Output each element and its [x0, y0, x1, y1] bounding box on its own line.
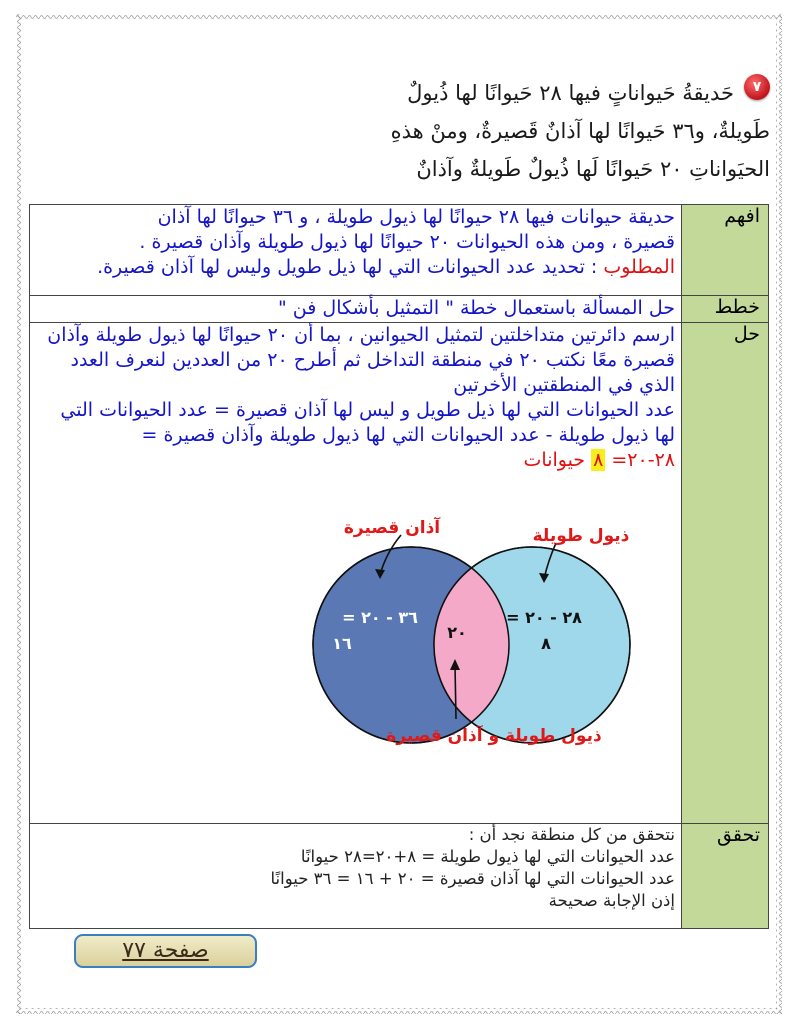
- solve-result: [36, 448, 675, 473]
- understand-required: [36, 255, 675, 280]
- required-label: المطلوب: [603, 256, 675, 278]
- check-row: [30, 824, 769, 929]
- page-number-text: صفحة ٧٧: [122, 938, 209, 963]
- venn-left-value: ١٦: [332, 634, 352, 653]
- venn-label-short-ears: آذان قصيرة: [343, 518, 441, 538]
- venn-center-value: ٢٠: [447, 623, 467, 642]
- check-line-4: إذن الإجابة صحيحة: [548, 891, 675, 910]
- result-unit: حيوانات: [523, 449, 586, 471]
- plan-label: خطط: [682, 296, 769, 323]
- solve-paragraph-2: عدد الحيوانات التي لها ذيل طويل و ليس لها آذان قصيرة = عدد الحيوانات التي لها ذيول طويلة - عدد الحيوانات التي لها ذيول طويلة وآذان قصيرة =: [60, 399, 675, 446]
- venn-right-value: ٨: [541, 634, 551, 653]
- result-expression: ٢٨-٢٠=: [611, 449, 675, 471]
- venn-label-long-tails: ذيول طويلة: [532, 526, 630, 546]
- problem-line-2: طَويلةٌ، و٣٦ حَيوانًا لها آذانٌ قَصيرةٌ، ومنْ هذهِ: [390, 119, 770, 143]
- problem-statement: [300, 74, 770, 188]
- page-number-label: [74, 934, 257, 968]
- check-line-3: عدد الحيوانات التي لها آذان قصيرة = ٢٠ + ١٦ = ٣٦ حيوانًا: [270, 869, 675, 888]
- required-text: : تحديد عدد الحيوانات التي لها ذيل طويل وليس لها آذان قصيرة.: [97, 256, 598, 278]
- plan-row: [30, 296, 769, 323]
- understand-line-1: حديقة حيوانات فيها ٢٨ حيوانًا لها ذيول طويلة ، و ٣٦ حيوانًا لها آذان: [157, 206, 675, 228]
- solve-body: [30, 323, 682, 824]
- check-line-2: عدد الحيوانات التي لها ذيول طويلة = ٨+٢٠=٢٨ حيوانًا: [300, 847, 675, 866]
- result-value: ٨: [593, 449, 604, 471]
- solve-row: [30, 323, 769, 824]
- solve-label: حل: [682, 323, 769, 824]
- venn-right-expression: ٢٨ - ٢٠ =: [506, 608, 582, 627]
- venn-diagram: [36, 513, 675, 823]
- venn-label-both: ذيول طويلة و آذان قصيرة: [386, 726, 602, 746]
- problem-line-1: حَديقةُ حَيواناتٍ فيها ٢٨ حَيوانًا لها ذُيولٌ: [407, 81, 734, 105]
- understand-body: [30, 205, 682, 296]
- check-label: تحقق: [682, 824, 769, 929]
- check-body: [30, 824, 682, 929]
- question-number-badge: ٧: [744, 74, 770, 100]
- understand-label: افهم: [682, 205, 769, 296]
- plan-text: حل المسألة باستعمال خطة " التمثيل بأشكال فن ": [30, 296, 682, 323]
- understand-row: [30, 205, 769, 296]
- check-line-1: نتحقق من كل منطقة نجد أن :: [468, 825, 675, 844]
- problem-line-3: الحيَواناتِ ٢٠ حَيوانًا لَها ذُيولٌ طَويلةٌ وآذانٌ: [416, 157, 770, 181]
- understand-line-2: قصيرة ، ومن هذه الحيوانات ٢٠ حيوانًا لها ذيول طويلة وآذان قصيرة .: [139, 231, 675, 253]
- venn-left-expression: ٣٦ - ٢٠ =: [342, 608, 418, 627]
- solve-paragraph-1: ارسم دائرتين متداخلتين لتمثيل الحيوانين ، بما أن ٢٠ حيوانًا لها ذيول طويلة وآذان قصيرة معًا نكتب ٢٠ في منطقة التداخل ثم أطرح ٢٠ من العددين لنعرف العدد الذي في المنطقتين الأخرتين: [47, 324, 675, 396]
- solution-steps-table: [29, 204, 769, 929]
